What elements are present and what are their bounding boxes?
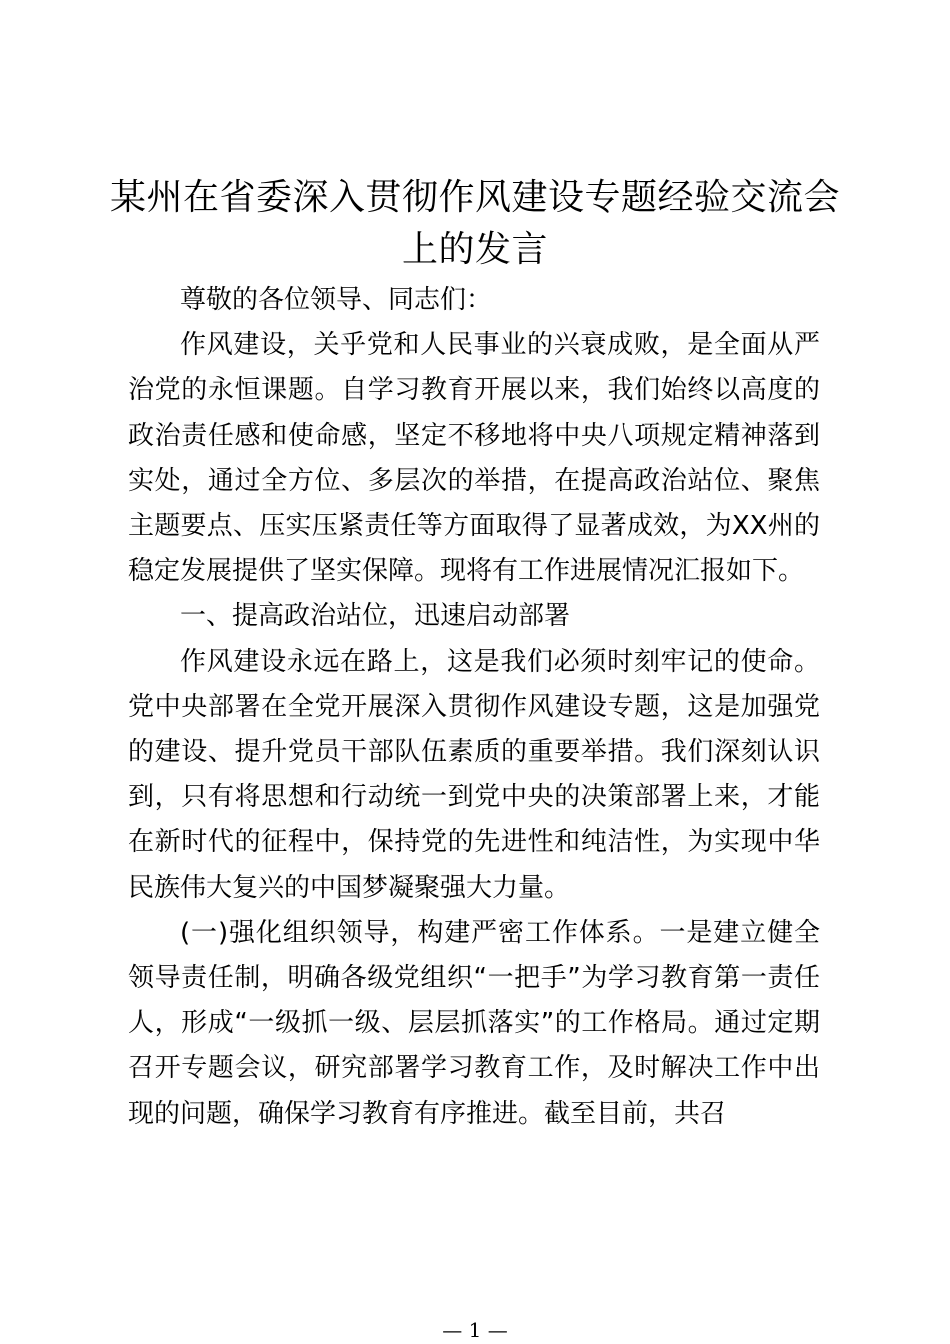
- section-heading-1: 一、提高政治站位，迅速启动部署: [180, 601, 571, 632]
- document-title: 某州在省委深入贯彻作风建设专题经验交流会上的发言: [110, 177, 841, 270]
- page-number: — 1 —: [442, 1318, 508, 1342]
- document-body: [128, 278, 820, 1137]
- paragraph-intro: 作风建设，关乎党和人民事业的兴衰成败，是全面从严治党的永恒课题。自学习教育开展以来，我们始终以高度的政治责任感和使命感，坚定不移地将中央八项规定精神落到实处，通过全方位、多层次的举措，在提高政治站位、聚焦主题要点、压实压紧责任等方面取得了显著成效，为XX州的稳定发展提供了坚实保障。现将有工作进展情况汇报如下。: [128, 330, 820, 587]
- salutation: 尊敬的各位领导、同志们：: [180, 285, 493, 315]
- paragraph-subsection-1: (一)强化组织领导，构建严密工作体系。一是建立健全领导责任制，明确各级党组织“一把手”为学习教育第一责任人，形成“一级抓一级、层层抓落实”的工作格局。通过定期召开专题会议，研究部署学习教育工作，及时解决工作中出现的问题，确保学习教育有序推进。截至目前，共召: [128, 917, 820, 1129]
- paragraph-section-1: 作风建设永远在路上，这是我们必须时刻牢记的使命。党中央部署在全党开展深入贯彻作风建设专题，这是加强党的建设、提升党员干部队伍素质的重要举措。我们深刻认识到，只有将思想和行动统一到党中央的决策部署上来，才能在新时代的征程中，保持党的先进性和纯洁性，为实现中华民族伟大复兴的中国梦凝聚强大力量。: [128, 646, 820, 903]
